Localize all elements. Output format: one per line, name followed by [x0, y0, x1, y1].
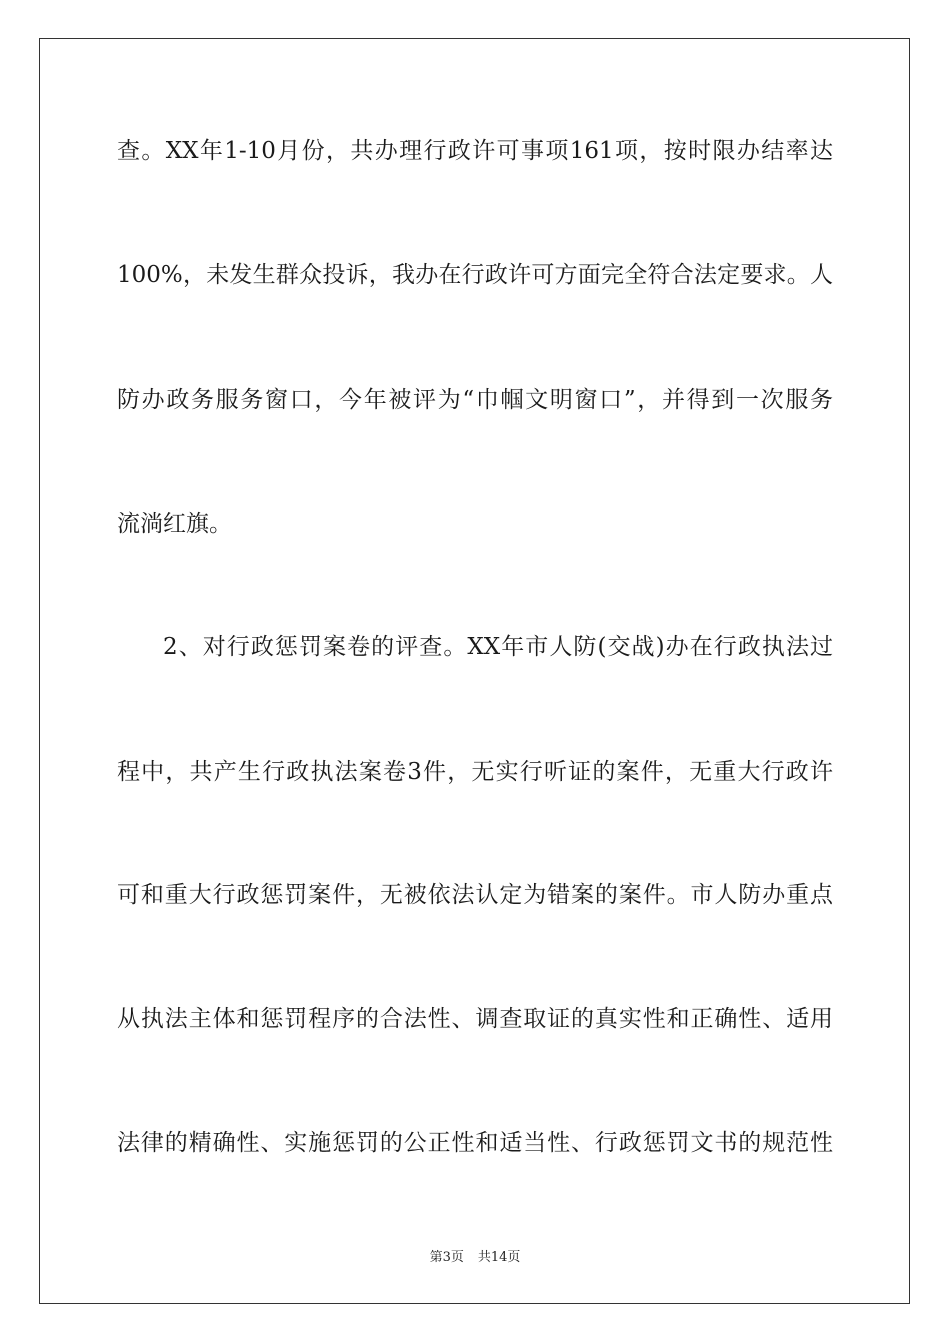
body-text-line: 可和重大行政惩罚案件，无被依法认定为错案的案件。市人防办重点 [117, 882, 833, 908]
total-pages: 共14页 [477, 1250, 521, 1265]
body-text-line: 2、对行政惩罚案卷的评查。XX年市人防(交战)办在行政执法过 [163, 634, 833, 660]
body-text-line: 100%，未发生群众投诉，我办在行政许可方面完全符合法定要求。人 [117, 262, 833, 288]
body-text-line: 程中，共产生行政执法案卷3件，无实行听证的案件，无重大行政许 [117, 759, 833, 785]
page-border [39, 38, 910, 1304]
current-page-number: 第3页 [429, 1250, 464, 1265]
body-text-line: 防办政务服务窗口，今年被评为“巾帼文明窗口”，并得到一次服务 [117, 387, 833, 413]
body-text-line: 流淌红旗。 [117, 511, 232, 537]
body-text-line: 查。XX年1-10月份，共办理行政许可事项161项，按时限办结率达 [117, 138, 833, 164]
body-text-line: 从执法主体和惩罚程序的合法性、调查取证的真实性和正确性、适用 [117, 1006, 833, 1032]
body-text-line: 法律的精确性、实施惩罚的公正性和适当性、行政惩罚文书的规范性 [117, 1130, 833, 1156]
page-footer [0, 1246, 950, 1265]
